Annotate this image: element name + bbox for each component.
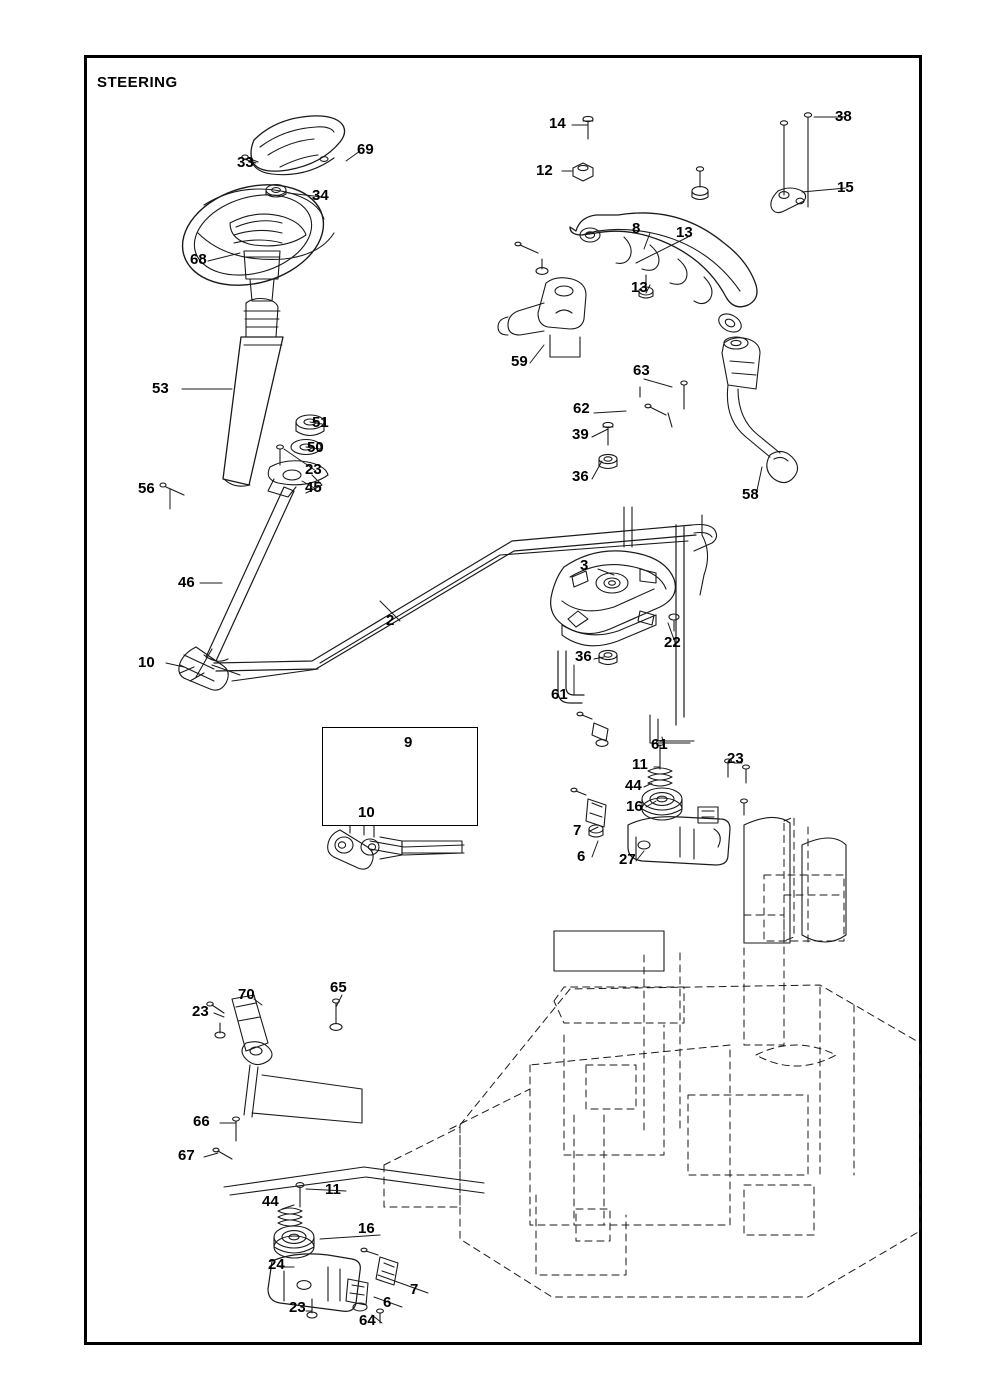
callout-23-bottom: 23 (289, 1299, 306, 1316)
callout-46: 46 (178, 574, 195, 591)
callout-7-upper: 7 (573, 822, 582, 839)
callout-33: 33 (237, 154, 254, 171)
callout-59: 59 (511, 353, 528, 370)
callout-11-lower: 11 (325, 1181, 341, 1198)
callout-14: 14 (549, 115, 566, 132)
callout-45: 45 (305, 479, 322, 496)
callout-9: 9 (404, 734, 413, 751)
callout-23-upper: 23 (305, 461, 322, 478)
callout-16-lower: 16 (358, 1220, 375, 1237)
callout-10-upper: 10 (138, 654, 155, 671)
callout-68: 68 (190, 251, 207, 268)
callout-22: 22 (664, 634, 681, 651)
callout-13-upper: 13 (676, 224, 693, 241)
callout-3: 3 (580, 557, 589, 574)
callout-39: 39 (572, 426, 589, 443)
leader-lines (166, 117, 846, 1323)
callout-8: 8 (632, 220, 641, 237)
callout-44-upper: 44 (625, 777, 642, 794)
callout-23-center: 23 (727, 750, 744, 767)
callout-69: 69 (357, 141, 374, 158)
callout-38: 38 (835, 108, 852, 125)
callout-2: 2 (386, 612, 395, 629)
callout-61-right: 61 (651, 736, 668, 753)
callout-7-lower: 7 (410, 1281, 419, 1298)
callout-23-left-lower: 23 (192, 1003, 209, 1020)
callout-34: 34 (312, 187, 329, 204)
plate-title: STEERING (97, 74, 178, 91)
callout-6-upper: 6 (577, 848, 586, 865)
steering-assembly-artwork (84, 55, 922, 1345)
callout-65: 65 (330, 979, 347, 996)
callout-24: 24 (268, 1256, 285, 1273)
callout-6-lower: 6 (383, 1294, 392, 1311)
callout-66: 66 (193, 1113, 210, 1130)
tractor-frame-outline (554, 817, 846, 971)
callout-50: 50 (307, 439, 324, 456)
callout-64: 64 (359, 1312, 376, 1329)
steering-cables (214, 525, 717, 682)
callout-63: 63 (633, 362, 650, 379)
callout-16-upper: 16 (626, 798, 643, 815)
callout-61-left: 61 (551, 686, 568, 703)
callout-51: 51 (312, 414, 329, 431)
callout-36-lower: 36 (575, 648, 592, 665)
callout-53: 53 (152, 380, 169, 397)
callout-13-lower: 13 (631, 279, 648, 296)
callout-58: 58 (742, 486, 759, 503)
callout-44-lower: 44 (262, 1193, 279, 1210)
callout-70: 70 (238, 986, 255, 1003)
callout-15: 15 (837, 179, 854, 196)
tractor-frame (384, 817, 920, 1297)
left-lower-linkage (207, 995, 484, 1323)
callout-56: 56 (138, 480, 155, 497)
callout-67: 67 (178, 1147, 195, 1164)
callout-10-inset: 10 (358, 804, 375, 821)
callout-11-upper: 11 (632, 756, 648, 773)
callout-12: 12 (536, 162, 553, 179)
sector-plate-group (551, 507, 708, 743)
callout-62: 62 (573, 400, 590, 417)
inset-detail-box (322, 727, 478, 826)
callout-27: 27 (619, 851, 636, 868)
callout-36-upper: 36 (572, 468, 589, 485)
